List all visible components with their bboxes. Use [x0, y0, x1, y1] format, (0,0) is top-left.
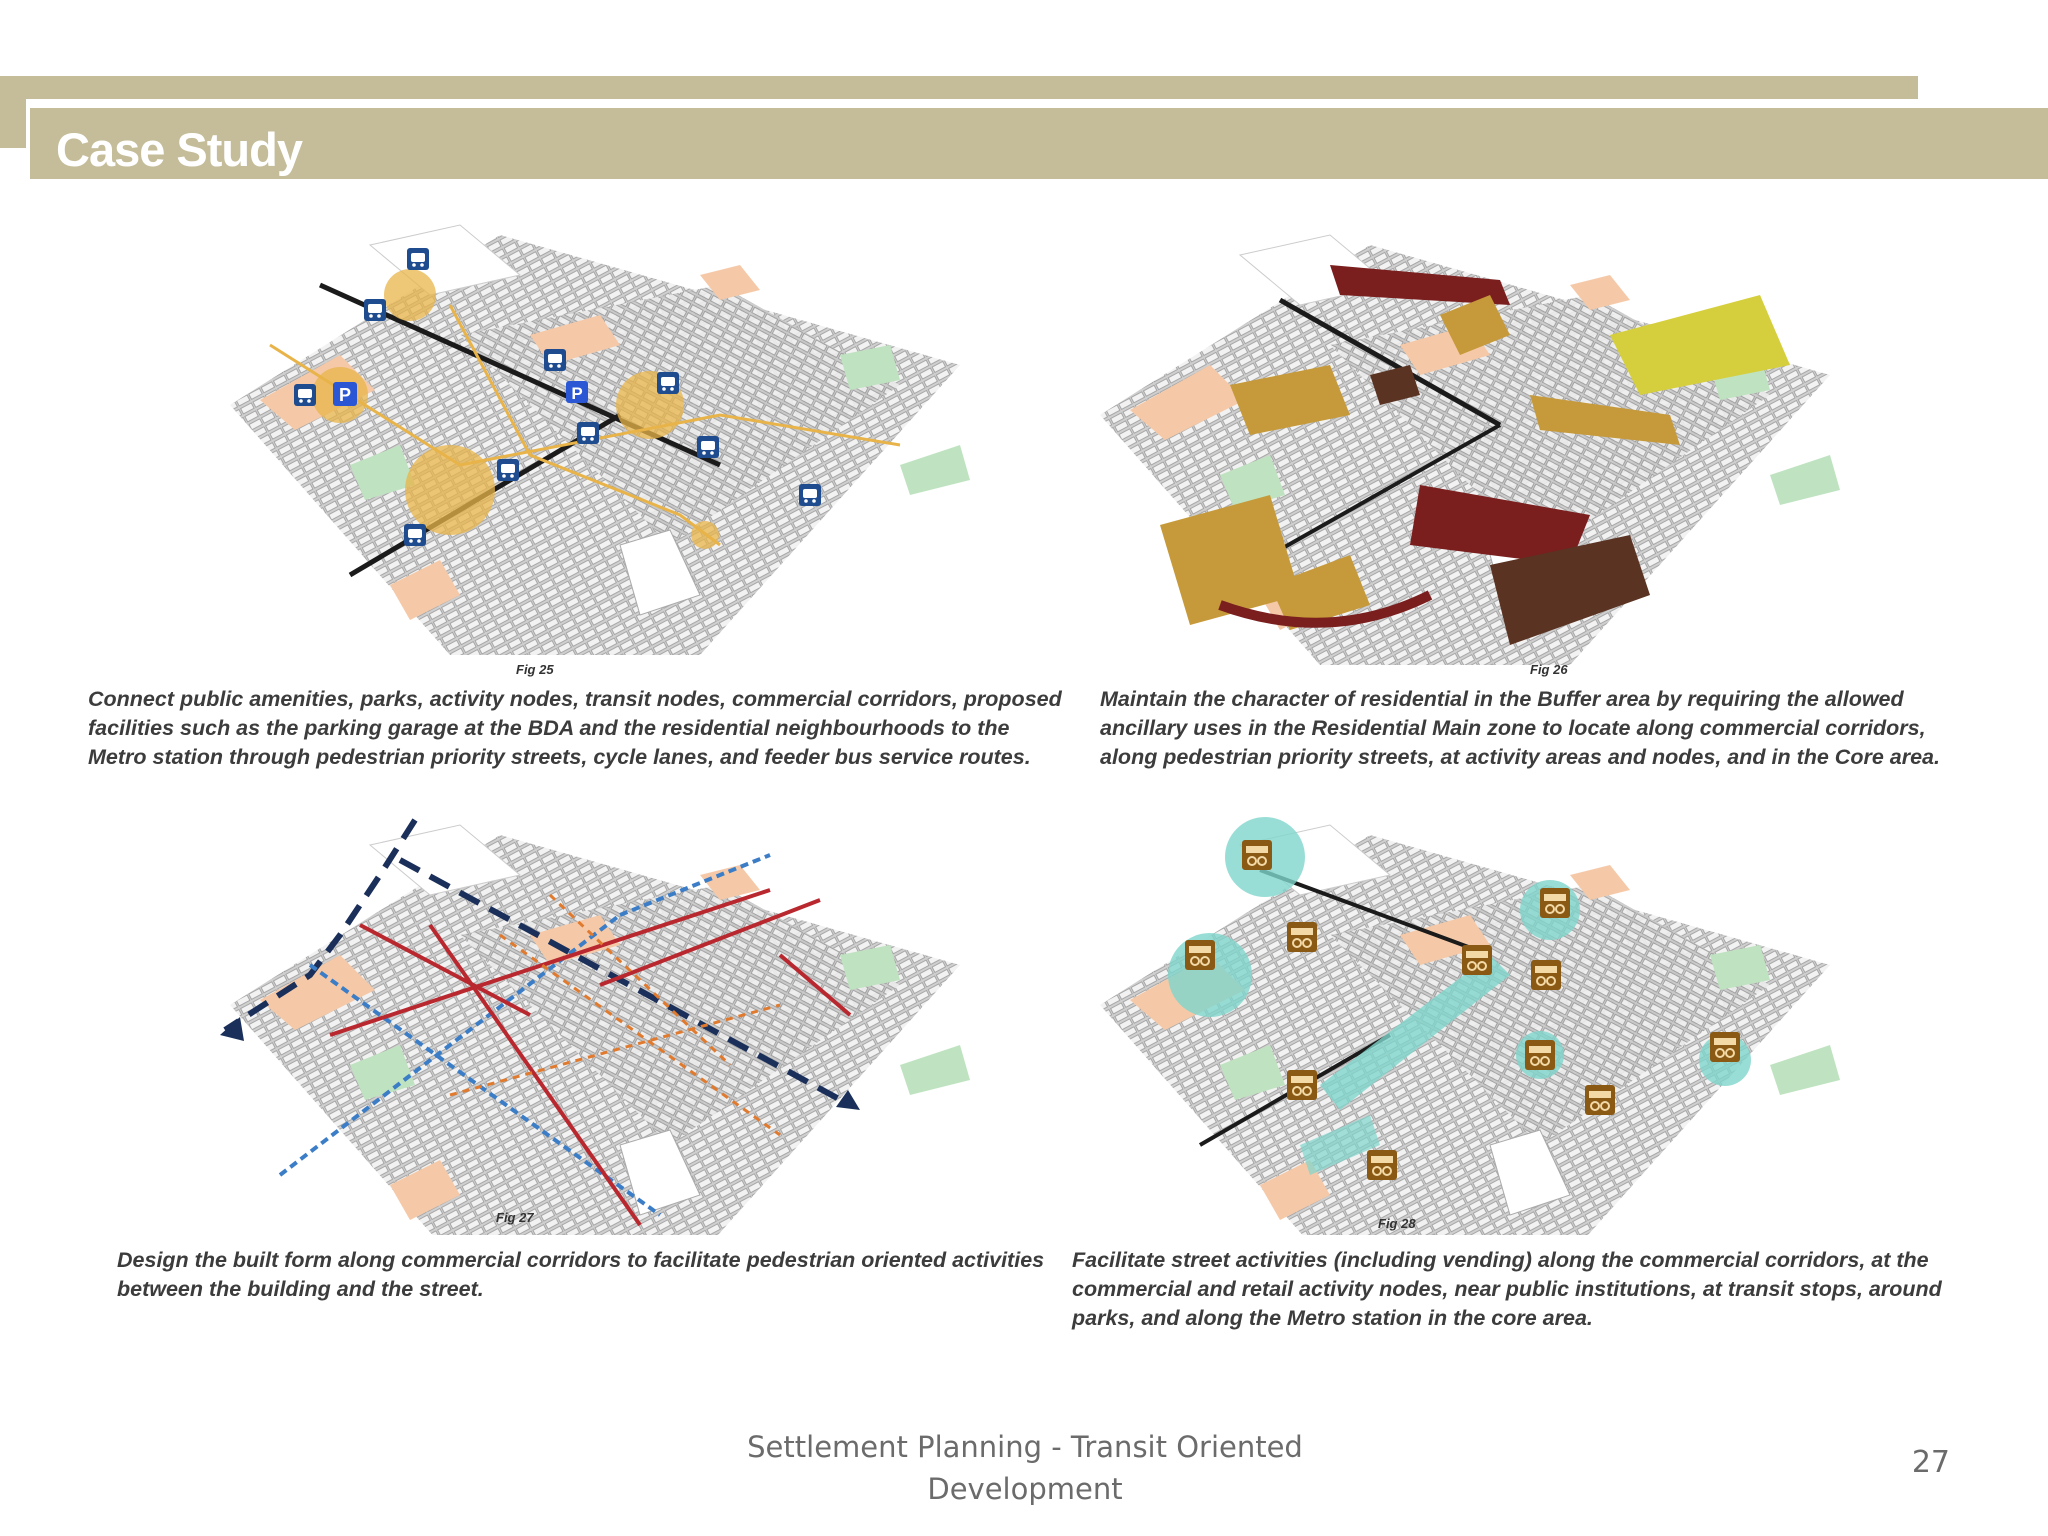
figure-28-map	[1070, 815, 1850, 1235]
parking-icon: P	[571, 384, 583, 403]
figure-27-map	[200, 815, 980, 1235]
header-left-tab	[0, 76, 26, 148]
figure-27-label: Fig 27	[496, 1210, 534, 1225]
figure-27-caption: Design the built form along commercial corridors to facilitate pedestrian oriented activities between the building and the street.	[117, 1248, 1045, 1301]
title-band	[30, 108, 2048, 179]
parking-icon: P	[338, 385, 352, 405]
footer-line-2: Development	[927, 1472, 1123, 1506]
figure-25-caption: Connect public amenities, parks, activity nodes, transit nodes, commercial corridors, proposed facilities such as the parking garage at the BDA and the residential neighbourhoods to the Metro station through pedestrian priority streets, cycle lanes, and feeder bus service routes.	[88, 687, 1062, 769]
page-title: Case Study	[56, 123, 302, 176]
figure-25-map	[200, 215, 980, 665]
page-number: 27	[1911, 1445, 1950, 1480]
figure-26-label: Fig 26	[1530, 662, 1568, 677]
figure-28-caption: Facilitate street activities (including vending) along the commercial corridors, at the commercial and retail activity nodes, near public institutions, at transit stops, around parks, and along the Metro station in the core area.	[1072, 1248, 1942, 1330]
figure-26-map	[1070, 225, 1850, 675]
header-accent-bar	[0, 76, 1918, 99]
footer-line-1: Settlement Planning - Transit Oriented	[747, 1430, 1303, 1464]
footer-text	[720, 1426, 1330, 1510]
figure-25-label: Fig 25	[516, 662, 554, 677]
figure-26-caption: Maintain the character of residential in the Buffer area by requiring the allowed ancillary uses in the Residential Main zone to locate along commercial corridors, along pedestrian priority streets, at activity areas and nodes, and in the Core area.	[1100, 687, 1940, 769]
figure-28-label: Fig 28	[1378, 1216, 1416, 1231]
